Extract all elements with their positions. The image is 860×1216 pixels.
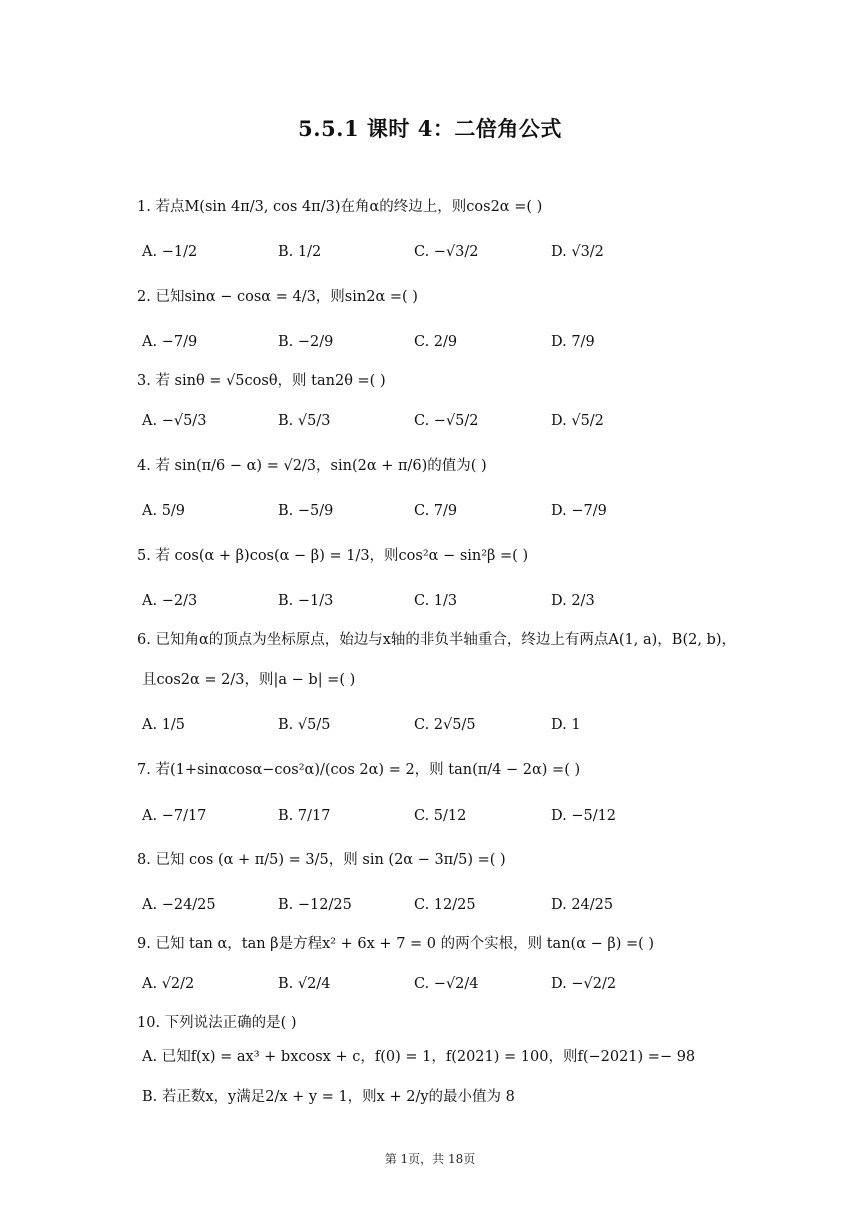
page-title: 5.5.1 课时 4：二倍角公式 bbox=[298, 116, 562, 141]
question-7: 7. 若(1+sinαcosα−cos²α)/(cos 2α) = 2，则 tan(π/4 − 2α) =( ) bbox=[137, 762, 581, 778]
question-10: 10. 下列说法正确的是( ) bbox=[137, 1015, 297, 1031]
q7-option-b[interactable]: B. 7/17 bbox=[278, 808, 331, 824]
q2-option-a[interactable]: A. −7/9 bbox=[142, 334, 198, 350]
q3-option-d[interactable]: D. √5/2 bbox=[551, 413, 604, 429]
q7-option-a[interactable]: A. −7/17 bbox=[142, 808, 207, 824]
q4-option-d[interactable]: D. −7/9 bbox=[551, 503, 607, 519]
q9-option-b[interactable]: B. √2/4 bbox=[278, 976, 331, 992]
q4-option-a[interactable]: A. 5/9 bbox=[142, 503, 186, 519]
q9-option-c[interactable]: C. −√2/4 bbox=[414, 976, 479, 992]
q6-option-a[interactable]: A. 1/5 bbox=[142, 717, 186, 733]
q2-option-b[interactable]: B. −2/9 bbox=[278, 334, 334, 350]
q1-option-c[interactable]: C. −√3/2 bbox=[414, 244, 479, 260]
q1-option-a[interactable]: A. −1/2 bbox=[142, 244, 198, 260]
q9-option-a[interactable]: A. √2/2 bbox=[142, 976, 195, 992]
page-footer: 第 1页，共 18页 bbox=[384, 1152, 476, 1166]
q9-option-d[interactable]: D. −√2/2 bbox=[551, 976, 617, 992]
q7-option-d[interactable]: D. −5/12 bbox=[551, 808, 617, 824]
q10-option-b[interactable]: B. 若正数x，y满足2/x + y = 1，则x + 2/y的最小值为 8 bbox=[142, 1089, 515, 1105]
question-5: 5. 若 cos(α + β)cos(α − β) = 1/3，则cos²α − sin²β =( ) bbox=[137, 548, 529, 564]
q6-option-c[interactable]: C. 2√5/5 bbox=[414, 717, 476, 733]
question-2: 2. 已知sinα − cosα = 4/3，则sin2α =( ) bbox=[137, 289, 418, 305]
q8-option-b[interactable]: B. −12/25 bbox=[278, 897, 352, 913]
q8-option-a[interactable]: A. −24/25 bbox=[142, 897, 216, 913]
q5-option-b[interactable]: B. −1/3 bbox=[278, 593, 334, 609]
q1-option-d[interactable]: D. √3/2 bbox=[551, 244, 604, 260]
q6-option-d[interactable]: D. 1 bbox=[551, 717, 581, 733]
q8-option-c[interactable]: C. 12/25 bbox=[414, 897, 476, 913]
question-8: 8. 已知 cos (α + π/5) = 3/5，则 sin (2α − 3π/5) =( ) bbox=[137, 852, 506, 868]
q3-option-a[interactable]: A. −√5/3 bbox=[142, 413, 207, 429]
question-6: 6. 已知角α的顶点为坐标原点，始边与x轴的非负半轴重合，终边上有两点A(1, a)，B(2, b)， bbox=[137, 632, 736, 648]
q8-option-d[interactable]: D. 24/25 bbox=[551, 897, 614, 913]
question-1: 1. 若点M(sin 4π/3, cos 4π/3)在角α的终边上，则cos2α =( ) bbox=[137, 199, 543, 215]
q5-option-c[interactable]: C. 1/3 bbox=[414, 593, 458, 609]
question-4: 4. 若 sin(π/6 − α) = √2/3，sin(2α + π/6)的值为( ) bbox=[137, 458, 487, 474]
q10-option-a[interactable]: A. 已知f(x) = ax³ + bxcosx + c，f(0) = 1，f(2021) = 100，则f(−2021) =− 98 bbox=[142, 1049, 696, 1065]
q6-option-b[interactable]: B. √5/5 bbox=[278, 717, 331, 733]
q1-option-b[interactable]: B. 1/2 bbox=[278, 244, 322, 260]
question-9: 9. 已知 tan α，tan β是方程x² + 6x + 7 = 0 的两个实根，则 tan(α − β) =( ) bbox=[137, 936, 655, 952]
q2-option-d[interactable]: D. 7/9 bbox=[551, 334, 595, 350]
question-6-continued: 且cos2α = 2/3，则|a − b| =( ) bbox=[142, 672, 356, 688]
q3-option-b[interactable]: B. √5/3 bbox=[278, 413, 331, 429]
q4-option-c[interactable]: C. 7/9 bbox=[414, 503, 458, 519]
q5-option-d[interactable]: D. 2/3 bbox=[551, 593, 595, 609]
q7-option-c[interactable]: C. 5/12 bbox=[414, 808, 467, 824]
question-3: 3. 若 sinθ = √5cosθ，则 tan2θ =( ) bbox=[137, 373, 386, 389]
q5-option-a[interactable]: A. −2/3 bbox=[142, 593, 198, 609]
q4-option-b[interactable]: B. −5/9 bbox=[278, 503, 334, 519]
q3-option-c[interactable]: C. −√5/2 bbox=[414, 413, 479, 429]
q2-option-c[interactable]: C. 2/9 bbox=[414, 334, 458, 350]
